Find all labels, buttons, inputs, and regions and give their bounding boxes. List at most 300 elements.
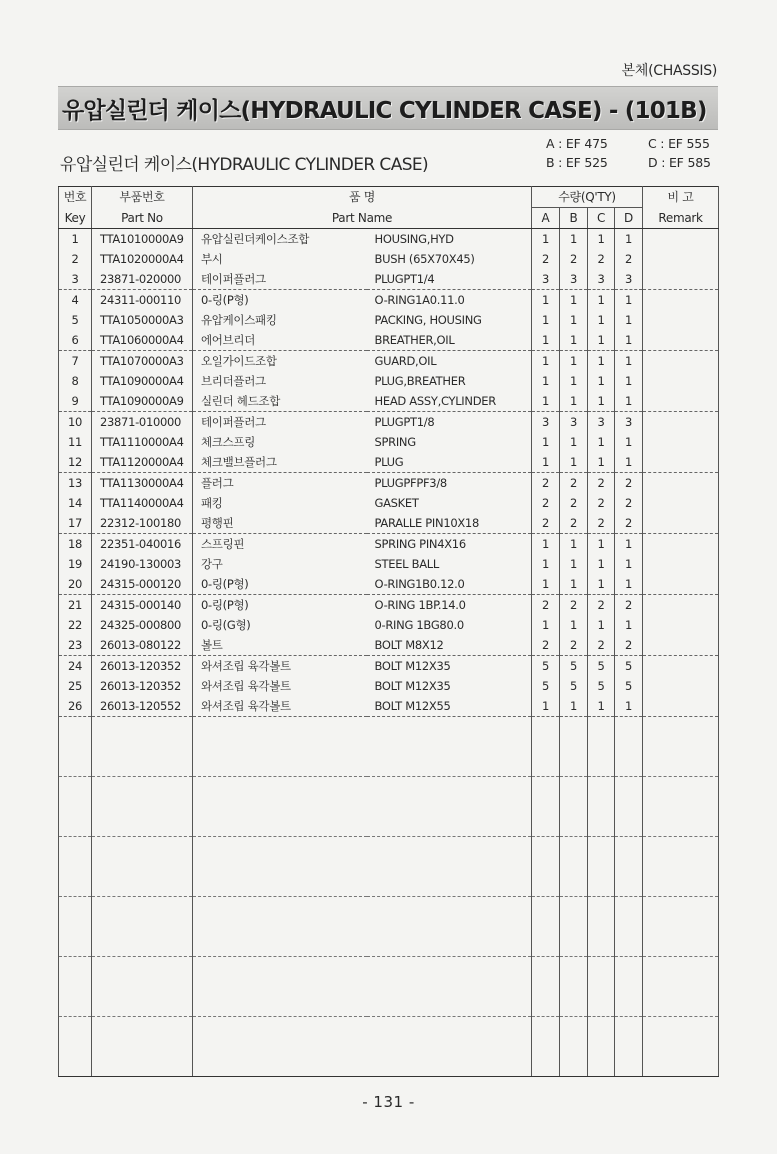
cell-name-kr: 스프링핀 [193, 534, 367, 555]
cell-name-en: SPRING [367, 432, 532, 452]
empty-cell [92, 717, 193, 777]
cell-name-kr: 강구 [193, 554, 367, 574]
empty-cell [92, 957, 193, 1017]
cell-remark [643, 330, 719, 351]
empty-cell [367, 837, 532, 897]
cell-qty-c: 1 [588, 330, 615, 351]
table-row [59, 696, 719, 717]
cell-qty-d: 2 [615, 513, 643, 534]
empty-cell [532, 1017, 560, 1077]
page-number: - 131 - [362, 1093, 415, 1111]
empty-cell [643, 717, 719, 777]
cell-name-en: O-RING1A0.11.0 [367, 290, 532, 311]
cell-qty-a: 1 [532, 696, 560, 717]
cell-qty-c: 5 [588, 656, 615, 677]
parts-table [58, 186, 719, 1077]
table-row [59, 534, 719, 555]
empty-cell [643, 1017, 719, 1077]
table-row [59, 513, 719, 534]
cell-name-en: STEEL BALL [367, 554, 532, 574]
cell-qty-b: 1 [560, 330, 588, 351]
empty-cell [193, 1017, 367, 1077]
cell-part-no: TTA1050000A3 [92, 310, 193, 330]
cell-remark [643, 554, 719, 574]
table-row [59, 351, 719, 372]
cell-qty-b: 2 [560, 635, 588, 656]
cell-name-kr: 부시 [193, 249, 367, 269]
table-row [59, 432, 719, 452]
table-row [59, 635, 719, 656]
cell-remark [643, 493, 719, 513]
cell-name-kr: 볼트 [193, 635, 367, 656]
cell-name-en: BOLT M12X35 [367, 676, 532, 696]
header-col-a: A [532, 208, 560, 229]
cell-qty-b: 1 [560, 574, 588, 595]
cell-name-kr: 실린더 헤드조합 [193, 391, 367, 412]
empty-row [59, 717, 719, 777]
cell-name-kr: 와셔조립 육각볼트 [193, 656, 367, 677]
cell-part-no: 24315-000120 [92, 574, 193, 595]
cell-remark [643, 615, 719, 635]
cell-qty-a: 1 [532, 574, 560, 595]
cell-qty-d: 1 [615, 310, 643, 330]
empty-cell [588, 777, 615, 837]
empty-cell [588, 897, 615, 957]
cell-qty-b: 5 [560, 676, 588, 696]
table-row [59, 452, 719, 473]
cell-remark [643, 371, 719, 391]
cell-qty-d: 1 [615, 534, 643, 555]
cell-qty-c: 1 [588, 696, 615, 717]
cell-remark [643, 513, 719, 534]
cell-part-no: 22312-100180 [92, 513, 193, 534]
cell-remark [643, 534, 719, 555]
model-b: B : EF 525 [546, 155, 608, 170]
cell-remark [643, 412, 719, 433]
cell-remark [643, 656, 719, 677]
cell-name-en: PLUG [367, 452, 532, 473]
empty-cell [193, 897, 367, 957]
cell-qty-c: 2 [588, 473, 615, 494]
cell-qty-c: 2 [588, 249, 615, 269]
cell-qty-d: 3 [615, 412, 643, 433]
cell-qty-a: 1 [532, 615, 560, 635]
cell-qty-b: 2 [560, 493, 588, 513]
cell-qty-a: 1 [532, 330, 560, 351]
empty-cell [532, 897, 560, 957]
cell-name-kr: 에어브리더 [193, 330, 367, 351]
cell-qty-c: 3 [588, 412, 615, 433]
empty-cell [615, 1017, 643, 1077]
cell-name-kr: 평행핀 [193, 513, 367, 534]
empty-cell [193, 837, 367, 897]
empty-cell [560, 717, 588, 777]
table-row [59, 330, 719, 351]
empty-cell [588, 717, 615, 777]
empty-cell [643, 837, 719, 897]
cell-qty-d: 1 [615, 696, 643, 717]
cell-qty-c: 1 [588, 310, 615, 330]
cell-name-kr: 0-링(P형) [193, 595, 367, 616]
cell-qty-b: 3 [560, 269, 588, 290]
cell-qty-a: 1 [532, 391, 560, 412]
table-row [59, 656, 719, 677]
empty-cell [92, 837, 193, 897]
cell-qty-d: 1 [615, 290, 643, 311]
empty-cell [588, 957, 615, 1017]
empty-cell [92, 897, 193, 957]
empty-cell [59, 1017, 92, 1077]
cell-part-no: TTA1010000A9 [92, 229, 193, 250]
cell-qty-b: 2 [560, 249, 588, 269]
cell-qty-a: 3 [532, 412, 560, 433]
cell-qty-a: 1 [532, 290, 560, 311]
table-row [59, 554, 719, 574]
cell-remark [643, 391, 719, 412]
cell-key: 14 [59, 493, 92, 513]
cell-name-kr: 와셔조립 육각볼트 [193, 696, 367, 717]
empty-cell [193, 717, 367, 777]
cell-qty-c: 5 [588, 676, 615, 696]
cell-key: 21 [59, 595, 92, 616]
parts-body [59, 229, 719, 1077]
cell-remark [643, 635, 719, 656]
cell-qty-d: 1 [615, 371, 643, 391]
cell-remark [643, 574, 719, 595]
cell-qty-b: 1 [560, 534, 588, 555]
header-col-d: D [615, 208, 643, 229]
cell-qty-c: 1 [588, 290, 615, 311]
cell-key: 20 [59, 574, 92, 595]
cell-qty-d: 1 [615, 330, 643, 351]
cell-qty-d: 2 [615, 249, 643, 269]
cell-qty-d: 2 [615, 635, 643, 656]
empty-cell [615, 897, 643, 957]
empty-cell [367, 777, 532, 837]
empty-cell [532, 717, 560, 777]
header-remark-en: Remark [643, 208, 719, 229]
cell-key: 13 [59, 473, 92, 494]
cell-qty-a: 3 [532, 269, 560, 290]
header-name-en: Part Name [193, 208, 532, 229]
cell-qty-c: 1 [588, 432, 615, 452]
cell-qty-c: 1 [588, 351, 615, 372]
cell-qty-b: 1 [560, 310, 588, 330]
cell-key: 9 [59, 391, 92, 412]
cell-part-no: 24315-000140 [92, 595, 193, 616]
cell-qty-a: 2 [532, 493, 560, 513]
cell-name-en: HOUSING,HYD [367, 229, 532, 250]
cell-key: 2 [59, 249, 92, 269]
banner-title: 유압실린더 케이스(HYDRAULIC CYLINDER CASE) - (101B) [62, 98, 707, 124]
cell-part-no: 26013-120352 [92, 676, 193, 696]
cell-key: 26 [59, 696, 92, 717]
cell-qty-b: 5 [560, 656, 588, 677]
table-row [59, 574, 719, 595]
cell-qty-c: 2 [588, 595, 615, 616]
model-c: C : EF 555 [648, 136, 710, 151]
empty-cell [59, 897, 92, 957]
cell-qty-a: 2 [532, 513, 560, 534]
cell-qty-a: 5 [532, 676, 560, 696]
cell-qty-d: 2 [615, 473, 643, 494]
cell-name-kr: 패킹 [193, 493, 367, 513]
cell-name-en: O-RING1B0.12.0 [367, 574, 532, 595]
cell-name-en: PLUGPT1/8 [367, 412, 532, 433]
empty-cell [92, 777, 193, 837]
cell-remark [643, 229, 719, 250]
table-row [59, 412, 719, 433]
empty-cell [615, 717, 643, 777]
title-banner [58, 86, 718, 130]
cell-qty-b: 1 [560, 351, 588, 372]
cell-remark [643, 452, 719, 473]
cell-qty-d: 1 [615, 229, 643, 250]
cell-qty-a: 1 [532, 351, 560, 372]
cell-part-no: TTA1070000A3 [92, 351, 193, 372]
header-key-kr: 번호 [59, 187, 92, 208]
empty-cell [193, 957, 367, 1017]
cell-qty-c: 2 [588, 513, 615, 534]
cell-key: 19 [59, 554, 92, 574]
empty-row [59, 897, 719, 957]
empty-cell [92, 1017, 193, 1077]
cell-key: 1 [59, 229, 92, 250]
empty-cell [560, 957, 588, 1017]
cell-qty-d: 1 [615, 351, 643, 372]
cell-key: 6 [59, 330, 92, 351]
table-row [59, 229, 719, 250]
empty-cell [59, 837, 92, 897]
cell-name-en: HEAD ASSY,CYLINDER [367, 391, 532, 412]
cell-qty-b: 2 [560, 595, 588, 616]
header-key-en: Key [59, 208, 92, 229]
cell-qty-b: 1 [560, 615, 588, 635]
cell-name-en: PACKING, HOUSING [367, 310, 532, 330]
cell-part-no: TTA1060000A4 [92, 330, 193, 351]
cell-qty-b: 1 [560, 391, 588, 412]
cell-qty-d: 2 [615, 493, 643, 513]
cell-qty-c: 1 [588, 534, 615, 555]
cell-qty-c: 2 [588, 635, 615, 656]
cell-qty-d: 1 [615, 615, 643, 635]
cell-name-en: BOLT M12X35 [367, 656, 532, 677]
empty-cell [367, 717, 532, 777]
cell-qty-a: 2 [532, 635, 560, 656]
cell-name-en: BREATHER,OIL [367, 330, 532, 351]
cell-key: 10 [59, 412, 92, 433]
cell-qty-d: 1 [615, 452, 643, 473]
table-row [59, 473, 719, 494]
cell-name-en: PLUG,BREATHER [367, 371, 532, 391]
cell-key: 4 [59, 290, 92, 311]
cell-part-no: TTA1140000A4 [92, 493, 193, 513]
empty-cell [588, 837, 615, 897]
header-name-kr: 품 명 [193, 187, 532, 208]
cell-qty-a: 1 [532, 554, 560, 574]
empty-cell [560, 1017, 588, 1077]
empty-cell [59, 717, 92, 777]
cell-name-en: GUARD,OIL [367, 351, 532, 372]
cell-qty-b: 1 [560, 432, 588, 452]
cell-key: 5 [59, 310, 92, 330]
cell-qty-c: 1 [588, 229, 615, 250]
cell-qty-c: 1 [588, 391, 615, 412]
cell-key: 18 [59, 534, 92, 555]
cell-key: 12 [59, 452, 92, 473]
empty-cell [643, 777, 719, 837]
header-col-c: C [588, 208, 615, 229]
cell-remark [643, 432, 719, 452]
cell-part-no: 23871-010000 [92, 412, 193, 433]
cell-qty-b: 1 [560, 371, 588, 391]
empty-cell [532, 957, 560, 1017]
cell-qty-b: 2 [560, 513, 588, 534]
cell-qty-c: 2 [588, 493, 615, 513]
cell-key: 7 [59, 351, 92, 372]
cell-name-kr: 0-링(P형) [193, 290, 367, 311]
empty-cell [560, 837, 588, 897]
table-row [59, 615, 719, 635]
table-row [59, 269, 719, 290]
table-row [59, 493, 719, 513]
cell-name-kr: 유압케이스패킹 [193, 310, 367, 330]
cell-qty-a: 1 [532, 310, 560, 330]
cell-qty-d: 1 [615, 391, 643, 412]
empty-cell [615, 777, 643, 837]
cell-name-en: PARALLE PIN10X18 [367, 513, 532, 534]
cell-qty-d: 1 [615, 574, 643, 595]
cell-part-no: TTA1110000A4 [92, 432, 193, 452]
empty-row [59, 837, 719, 897]
cell-name-en: O-RING 1BP.14.0 [367, 595, 532, 616]
empty-cell [367, 1017, 532, 1077]
cell-name-en: PLUGPT1/4 [367, 269, 532, 290]
cell-key: 8 [59, 371, 92, 391]
empty-cell [532, 777, 560, 837]
model-a: A : EF 475 [546, 136, 608, 151]
cell-key: 23 [59, 635, 92, 656]
cell-name-kr: 브리더플러그 [193, 371, 367, 391]
empty-row [59, 1017, 719, 1077]
cell-name-kr: 테이퍼플러그 [193, 412, 367, 433]
cell-qty-b: 3 [560, 412, 588, 433]
page-subtitle: 유압실린더 케이스(HYDRAULIC CYLINDER CASE) [60, 155, 429, 175]
model-list-left [546, 134, 608, 172]
cell-name-kr: 0-링(P형) [193, 574, 367, 595]
cell-qty-b: 1 [560, 696, 588, 717]
cell-qty-a: 1 [532, 534, 560, 555]
cell-qty-b: 1 [560, 229, 588, 250]
cell-remark [643, 290, 719, 311]
cell-name-en: PLUGPFPF3/8 [367, 473, 532, 494]
cell-name-kr: 유압실린더케이스조합 [193, 229, 367, 250]
cell-part-no: TTA1020000A4 [92, 249, 193, 269]
empty-cell [588, 1017, 615, 1077]
cell-qty-a: 2 [532, 249, 560, 269]
cell-name-kr: 와셔조립 육각볼트 [193, 676, 367, 696]
header-partno-en: Part No [92, 208, 193, 229]
cell-key: 22 [59, 615, 92, 635]
model-d: D : EF 585 [648, 155, 711, 170]
cell-qty-a: 1 [532, 371, 560, 391]
cell-remark [643, 676, 719, 696]
cell-key: 24 [59, 656, 92, 677]
cell-key: 3 [59, 269, 92, 290]
cell-name-kr: 오일가이드조합 [193, 351, 367, 372]
cell-name-en: BOLT M8X12 [367, 635, 532, 656]
table-row [59, 391, 719, 412]
section-label: 본체(CHASSIS) [621, 63, 717, 79]
cell-part-no: 23871-020000 [92, 269, 193, 290]
empty-cell [532, 837, 560, 897]
cell-remark [643, 269, 719, 290]
cell-part-no: 24190-130003 [92, 554, 193, 574]
cell-remark [643, 310, 719, 330]
empty-cell [59, 957, 92, 1017]
empty-cell [560, 897, 588, 957]
cell-qty-a: 2 [532, 595, 560, 616]
table-row [59, 676, 719, 696]
header-col-b: B [560, 208, 588, 229]
cell-name-en: BUSH (65X70X45) [367, 249, 532, 269]
cell-part-no: TTA1120000A4 [92, 452, 193, 473]
cell-part-no: 26013-120552 [92, 696, 193, 717]
cell-qty-c: 1 [588, 615, 615, 635]
cell-qty-d: 5 [615, 676, 643, 696]
cell-qty-d: 1 [615, 432, 643, 452]
cell-qty-d: 3 [615, 269, 643, 290]
empty-cell [193, 777, 367, 837]
empty-cell [59, 777, 92, 837]
header-partno-kr: 부품번호 [92, 187, 193, 208]
cell-part-no: 26013-120352 [92, 656, 193, 677]
cell-part-no: TTA1130000A4 [92, 473, 193, 494]
cell-qty-a: 5 [532, 656, 560, 677]
table-row [59, 595, 719, 616]
empty-cell [367, 897, 532, 957]
cell-key: 17 [59, 513, 92, 534]
empty-cell [615, 957, 643, 1017]
cell-name-kr: 체크밸브플러그 [193, 452, 367, 473]
cell-name-en: 0-RING 1BG80.0 [367, 615, 532, 635]
cell-name-en: SPRING PIN4X16 [367, 534, 532, 555]
cell-remark [643, 595, 719, 616]
cell-part-no: 22351-040016 [92, 534, 193, 555]
cell-key: 25 [59, 676, 92, 696]
table-row [59, 371, 719, 391]
cell-part-no: 24311-000110 [92, 290, 193, 311]
cell-remark [643, 696, 719, 717]
table-row [59, 290, 719, 311]
cell-name-en: BOLT M12X55 [367, 696, 532, 717]
cell-qty-a: 1 [532, 432, 560, 452]
cell-name-kr: 플러그 [193, 473, 367, 494]
cell-part-no: TTA1090000A4 [92, 371, 193, 391]
empty-row [59, 777, 719, 837]
cell-qty-c: 3 [588, 269, 615, 290]
empty-row [59, 957, 719, 1017]
cell-part-no: TTA1090000A9 [92, 391, 193, 412]
cell-remark [643, 249, 719, 269]
cell-qty-b: 2 [560, 473, 588, 494]
cell-qty-c: 1 [588, 371, 615, 391]
header-remark-kr: 비 고 [643, 187, 719, 208]
cell-qty-b: 1 [560, 290, 588, 311]
cell-qty-b: 1 [560, 554, 588, 574]
model-list-right [648, 134, 711, 172]
cell-name-kr: 체크스프링 [193, 432, 367, 452]
